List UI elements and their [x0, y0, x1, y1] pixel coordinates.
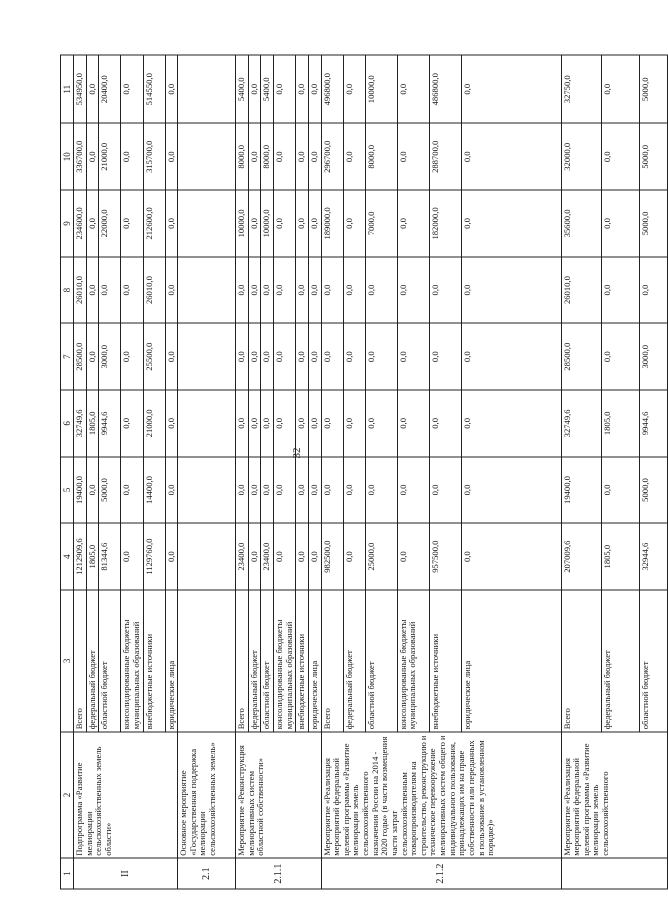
column-number-11: 11 — [61, 55, 74, 123]
amount-cell: 32000,0 — [561, 123, 601, 190]
funding-source: областной бюджет — [99, 590, 121, 732]
column-number-8: 8 — [61, 257, 74, 324]
amount-cell: 0,0 — [121, 55, 143, 123]
amount-cell: 0,0 — [365, 457, 397, 524]
funding-source: консолидированные бюджеты муниципальных образований — [121, 590, 143, 732]
amount-cell: 0,0 — [274, 190, 296, 257]
amount-cell: 0,0 — [274, 523, 296, 590]
amount-cell: 0,0 — [461, 390, 561, 457]
amount-cell: 10000,0 — [261, 190, 274, 257]
amount-cell: 5400,0 — [236, 55, 249, 123]
amount-cell: 21000,0 — [143, 390, 165, 457]
amount-cell: 288700,0 — [429, 123, 461, 190]
amount-cell: 207009,6 — [561, 523, 601, 590]
funding-source: Всего — [561, 590, 601, 732]
amount-cell — [178, 190, 236, 257]
column-number-2: 2 — [61, 732, 74, 858]
amount-cell: 0,0 — [248, 257, 261, 324]
amount-cell: 22000,0 — [99, 190, 121, 257]
amount-cell: 0,0 — [236, 323, 249, 390]
column-number-3: 3 — [61, 590, 74, 732]
section-name: Основное мероприятие «Государственная поддержка мелиорации сельскохозяйственных земель» — [178, 732, 236, 858]
funding-source: Всего — [321, 590, 343, 732]
amount-cell: 32750,0 — [561, 55, 601, 123]
section-name: Подпрограмма «Развитие мелиорации сельскохозяйственных земель области» — [74, 732, 178, 858]
amount-cell: 0,0 — [343, 390, 365, 457]
amount-cell: 0,0 — [601, 323, 639, 390]
amount-cell: 0,0 — [308, 190, 321, 257]
column-number-7: 7 — [61, 323, 74, 390]
amount-cell: 0,0 — [397, 55, 429, 123]
amount-cell: 296700,0 — [321, 123, 343, 190]
amount-cell: 0,0 — [343, 457, 365, 524]
amount-cell: 0,0 — [429, 257, 461, 324]
amount-cell: 5000,0 — [639, 55, 667, 123]
amount-cell: 28500,0 — [561, 323, 601, 390]
amount-cell — [178, 257, 236, 324]
amount-cell: 0,0 — [248, 457, 261, 524]
amount-cell: 0,0 — [121, 123, 143, 190]
amount-cell: 25500,0 — [143, 323, 165, 390]
amount-cell: 0,0 — [86, 190, 99, 257]
amount-cell: 189000,0 — [321, 190, 343, 257]
amount-cell: 1805,0 — [601, 390, 639, 457]
amount-cell: 0,0 — [236, 390, 249, 457]
section-number: II — [74, 858, 178, 889]
amount-cell: 0,0 — [321, 257, 343, 324]
funding-source: федеральный бюджет — [601, 590, 639, 732]
funding-source: внебюджетные источники — [296, 590, 309, 732]
amount-cell: 0,0 — [296, 390, 309, 457]
column-number-1: 1 — [61, 858, 74, 889]
amount-cell: 8000,0 — [261, 123, 274, 190]
amount-cell: 0,0 — [165, 323, 178, 390]
table-row — [321, 55, 343, 889]
table-row — [178, 55, 236, 889]
amount-cell: 32749,6 — [74, 390, 87, 457]
amount-cell: 0,0 — [429, 323, 461, 390]
amount-cell: 0,0 — [321, 323, 343, 390]
section-name: Мероприятие «Реализация мероприятий федеральной целевой программы «Развитие мелиорации земель сельскохозяйственного назначения России на 2014 - 2020 годы» (в части возмещения части затрат сельскохозяйственным товаропроизводителям на строительство, реконструкцию и техническое перевооружение мелиоративных систем общего и индивидуального пользования, принадлежащих им на праве собственности или переданных в пользование в установленном порядке)» — [321, 732, 561, 858]
amount-cell: 0,0 — [639, 257, 667, 324]
amount-cell: 982500,0 — [321, 523, 343, 590]
amount-cell: 0,0 — [429, 457, 461, 524]
amount-cell: 0,0 — [397, 390, 429, 457]
amount-cell: 0,0 — [308, 323, 321, 390]
amount-cell: 7000,0 — [365, 190, 397, 257]
amount-cell: 0,0 — [121, 257, 143, 324]
amount-cell: 0,0 — [121, 523, 143, 590]
section-number: 2.1 — [178, 858, 236, 889]
amount-cell: 0,0 — [397, 190, 429, 257]
amount-cell: 0,0 — [165, 523, 178, 590]
amount-cell: 0,0 — [397, 123, 429, 190]
amount-cell: 0,0 — [343, 55, 365, 123]
funding-source: федеральный бюджет — [343, 590, 365, 732]
amount-cell: 0,0 — [121, 323, 143, 390]
column-number-row — [61, 55, 74, 889]
amount-cell: 0,0 — [274, 257, 296, 324]
amount-cell: 8000,0 — [236, 123, 249, 190]
amount-cell: 3000,0 — [99, 323, 121, 390]
amount-cell: 0,0 — [248, 323, 261, 390]
section-number — [561, 858, 667, 889]
amount-cell — [178, 323, 236, 390]
amount-cell: 0,0 — [248, 523, 261, 590]
amount-cell: 0,0 — [165, 457, 178, 524]
amount-cell: 0,0 — [236, 457, 249, 524]
amount-cell: 23400,0 — [236, 523, 249, 590]
amount-cell: 0,0 — [397, 523, 429, 590]
amount-cell: 0,0 — [86, 323, 99, 390]
amount-cell: 5400,0 — [261, 55, 274, 123]
amount-cell: 81344,6 — [99, 523, 121, 590]
amount-cell: 9944,6 — [99, 390, 121, 457]
amount-cell: 0,0 — [461, 257, 561, 324]
rotated-table-wrapper — [60, 55, 650, 890]
amount-cell: 28500,0 — [74, 323, 87, 390]
funding-source: Всего — [74, 590, 87, 732]
amount-cell: 0,0 — [165, 257, 178, 324]
funding-source: федеральный бюджет — [86, 590, 99, 732]
amount-cell: 0,0 — [274, 457, 296, 524]
amount-cell: 0,0 — [165, 190, 178, 257]
amount-cell: 0,0 — [308, 123, 321, 190]
column-number-9: 9 — [61, 190, 74, 257]
amount-cell: 1805,0 — [601, 523, 639, 590]
amount-cell: 19400,0 — [561, 457, 601, 524]
funding-source: областной бюджет — [365, 590, 397, 732]
amount-cell: 26010,0 — [74, 257, 87, 324]
amount-cell: 212600,0 — [143, 190, 165, 257]
amount-cell: 1212909,6 — [74, 523, 87, 590]
amount-cell: 0,0 — [601, 123, 639, 190]
amount-cell: 1805,0 — [86, 390, 99, 457]
amount-cell — [178, 390, 236, 457]
funding-source: федеральный бюджет — [248, 590, 261, 732]
amount-cell: 0,0 — [308, 55, 321, 123]
amount-cell: 8000,0 — [365, 123, 397, 190]
amount-cell — [178, 123, 236, 190]
amount-cell: 0,0 — [429, 390, 461, 457]
amount-cell: 0,0 — [165, 123, 178, 190]
amount-cell: 0,0 — [274, 323, 296, 390]
amount-cell: 5000,0 — [99, 457, 121, 524]
amount-cell: 20400,0 — [99, 55, 121, 123]
column-number-10: 10 — [61, 123, 74, 190]
amount-cell: 514550,0 — [143, 55, 165, 123]
amount-cell: 0,0 — [248, 55, 261, 123]
amount-cell: 0,0 — [308, 523, 321, 590]
table-body — [74, 55, 668, 889]
amount-cell: 0,0 — [461, 523, 561, 590]
amount-cell: 32749,6 — [561, 390, 601, 457]
amount-cell: 32944,6 — [639, 523, 667, 590]
amount-cell: 5000,0 — [639, 457, 667, 524]
amount-cell: 0,0 — [296, 257, 309, 324]
amount-cell: 957500,0 — [429, 523, 461, 590]
amount-cell: 1129760,0 — [143, 523, 165, 590]
amount-cell: 10000,0 — [236, 190, 249, 257]
table-row — [236, 55, 249, 889]
amount-cell: 0,0 — [365, 390, 397, 457]
amount-cell: 0,0 — [343, 123, 365, 190]
page-number: 32 — [291, 447, 303, 459]
amount-cell: 0,0 — [321, 390, 343, 457]
amount-cell: 0,0 — [86, 55, 99, 123]
funding-source: юридические лица — [308, 590, 321, 732]
amount-cell: 0,0 — [601, 257, 639, 324]
amount-cell: 0,0 — [397, 457, 429, 524]
amount-cell: 0,0 — [461, 457, 561, 524]
amount-cell: 0,0 — [261, 323, 274, 390]
amount-cell: 0,0 — [601, 190, 639, 257]
budget-table — [60, 55, 668, 890]
funding-source: областной бюджет — [639, 590, 667, 732]
amount-cell: 0,0 — [261, 257, 274, 324]
table-row — [74, 55, 87, 889]
amount-cell: 0,0 — [121, 457, 143, 524]
amount-cell: 19400,0 — [74, 457, 87, 524]
amount-cell: 336700,0 — [74, 123, 87, 190]
amount-cell: 0,0 — [165, 55, 178, 123]
funding-source: консолидированные бюджеты муниципальных образований — [274, 590, 296, 732]
funding-source: консолидированные бюджеты муниципальных образований — [397, 590, 429, 732]
section-name: Мероприятие «Реконструкция мелиоративных систем областной собственности» — [236, 732, 321, 858]
amount-cell: 0,0 — [343, 257, 365, 324]
column-number-4: 4 — [61, 523, 74, 590]
amount-cell: 0,0 — [236, 257, 249, 324]
amount-cell: 1805,0 — [86, 523, 99, 590]
amount-cell — [178, 457, 236, 524]
amount-cell: 0,0 — [461, 123, 561, 190]
amount-cell — [178, 523, 236, 590]
amount-cell: 21000,0 — [99, 123, 121, 190]
amount-cell: 0,0 — [461, 55, 561, 123]
amount-cell: 10000,0 — [365, 55, 397, 123]
amount-cell: 3000,0 — [639, 323, 667, 390]
funding-source: внебюджетные источники — [143, 590, 165, 732]
amount-cell: 0,0 — [121, 190, 143, 257]
funding-source — [178, 590, 236, 732]
amount-cell: 0,0 — [86, 257, 99, 324]
funding-source: внебюджетные источники — [429, 590, 461, 732]
amount-cell: 0,0 — [296, 323, 309, 390]
amount-cell: 25000,0 — [365, 523, 397, 590]
section-number: 2.1.2 — [321, 858, 561, 889]
amount-cell: 0,0 — [397, 323, 429, 390]
amount-cell: 0,0 — [121, 390, 143, 457]
amount-cell: 0,0 — [343, 323, 365, 390]
amount-cell: 0,0 — [397, 257, 429, 324]
amount-cell: 0,0 — [99, 257, 121, 324]
amount-cell: 0,0 — [248, 190, 261, 257]
amount-cell: 0,0 — [248, 390, 261, 457]
amount-cell: 0,0 — [601, 55, 639, 123]
amount-cell: 234600,0 — [74, 190, 87, 257]
amount-cell: 0,0 — [86, 457, 99, 524]
amount-cell: 0,0 — [365, 257, 397, 324]
amount-cell: 0,0 — [296, 55, 309, 123]
amount-cell: 0,0 — [365, 323, 397, 390]
funding-source: юридические лица — [165, 590, 178, 732]
amount-cell: 9944,6 — [639, 390, 667, 457]
funding-source: юридические лица — [461, 590, 561, 732]
funding-source: Всего — [236, 590, 249, 732]
amount-cell: 35600,0 — [561, 190, 601, 257]
amount-cell: 0,0 — [296, 457, 309, 524]
amount-cell: 5000,0 — [639, 190, 667, 257]
amount-cell: 486800,0 — [429, 55, 461, 123]
amount-cell — [178, 55, 236, 123]
amount-cell: 534950,0 — [74, 55, 87, 123]
amount-cell: 0,0 — [261, 390, 274, 457]
amount-cell: 0,0 — [296, 123, 309, 190]
section-number: 2.1.1 — [236, 858, 321, 889]
amount-cell: 0,0 — [308, 390, 321, 457]
amount-cell: 0,0 — [461, 323, 561, 390]
amount-cell: 0,0 — [248, 123, 261, 190]
amount-cell: 0,0 — [165, 390, 178, 457]
amount-cell: 5000,0 — [639, 123, 667, 190]
amount-cell: 0,0 — [274, 55, 296, 123]
amount-cell: 0,0 — [296, 190, 309, 257]
amount-cell: 0,0 — [321, 457, 343, 524]
amount-cell: 0,0 — [601, 457, 639, 524]
amount-cell: 14400,0 — [143, 457, 165, 524]
amount-cell: 0,0 — [461, 190, 561, 257]
amount-cell: 0,0 — [308, 457, 321, 524]
column-number-5: 5 — [61, 457, 74, 524]
amount-cell: 0,0 — [261, 457, 274, 524]
amount-cell: 26010,0 — [561, 257, 601, 324]
amount-cell: 0,0 — [274, 123, 296, 190]
amount-cell: 0,0 — [296, 523, 309, 590]
amount-cell: 0,0 — [308, 257, 321, 324]
amount-cell: 496800,0 — [321, 55, 343, 123]
amount-cell: 182000,0 — [429, 190, 461, 257]
amount-cell: 23400,0 — [261, 523, 274, 590]
funding-source: областной бюджет — [261, 590, 274, 732]
amount-cell: 0,0 — [274, 390, 296, 457]
amount-cell: 26010,0 — [143, 257, 165, 324]
table-row — [561, 55, 601, 889]
amount-cell: 0,0 — [343, 523, 365, 590]
section-name: Мероприятие «Реализация мероприятий федеральной целевой программы «Развитие мелиорации земель сельскохозяйственного — [561, 732, 667, 858]
amount-cell: 0,0 — [86, 123, 99, 190]
amount-cell: 315700,0 — [143, 123, 165, 190]
column-number-6: 6 — [61, 390, 74, 457]
amount-cell: 0,0 — [343, 190, 365, 257]
